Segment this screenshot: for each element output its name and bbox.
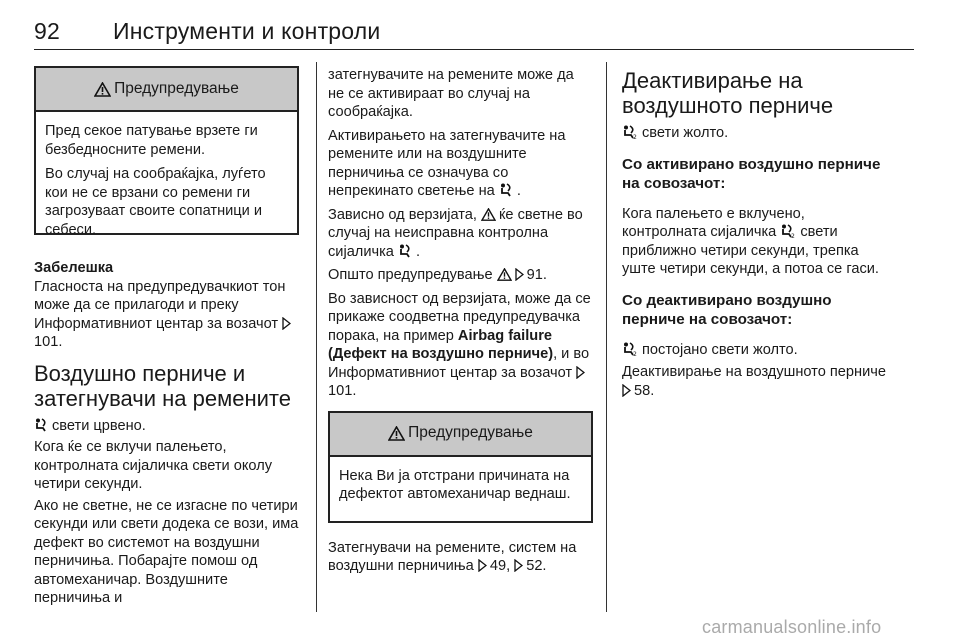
svg-text:2: 2: [633, 134, 637, 139]
section-heading-airbag: Воздушно перниче и затегнувачи на ремените: [34, 360, 291, 411]
warning-box-2: [328, 411, 593, 523]
warning-heading-text: Предупредување: [408, 424, 533, 442]
message-ref: 101.: [328, 383, 357, 399]
column-divider-2: [606, 62, 607, 612]
status-constant-text: постојано свети жолто.: [642, 341, 798, 358]
paragraph-general-warning: [328, 266, 593, 285]
paragraph-activation: Активирањето на затегнувачите на ремените или на воздушните перничиња се означува со непрекинато светење на .: [328, 127, 566, 199]
warning-heading-text: Предупредување: [114, 79, 239, 97]
warning-triangle-icon: [497, 268, 512, 281]
paragraph-deactivation-ref: [622, 363, 890, 400]
paragraph-ignition: Кога ќе се вклучи палењето, контролната сијаличка свети околу четири секунди.: [34, 439, 273, 492]
page-header: [34, 10, 914, 52]
status-red-text: свети црвено.: [52, 417, 146, 434]
deactivation-ref: 58.: [634, 382, 655, 399]
warning-triangle-icon: [388, 426, 405, 441]
column-2: [328, 66, 593, 576]
paragraph-message: [328, 290, 593, 401]
column-1: [34, 66, 299, 608]
status-red-line: [34, 417, 299, 436]
activation-text: Активирањето на затегнувачите на ремените или на воздушните перничиња се означува со непрекинато светење на: [328, 127, 566, 199]
note-title: Забелешка: [34, 260, 114, 276]
svg-text:2: 2: [791, 233, 796, 238]
airbag-off-icon: [780, 224, 796, 238]
warning-text-2: Во случај на сообраќајка, луѓето кои не се врзани со ремени ги загрозуваат своите сопатници и себеси.: [45, 166, 266, 238]
general-warning-text: Општо предупредување: [328, 267, 493, 283]
message-text-b: , и во Информативниот центар за возачот: [328, 346, 590, 381]
paragraph-fault: Ако не светне, не се изгасне по четири секунди или свети додека се вози, има дефект во системот на воздушни перничиња. Побарајте помош од автомеханичар. Воздушните перничиња и: [34, 497, 299, 606]
deactivation-ref-text: Деактивирање на воздушното перниче: [622, 364, 886, 380]
references-ref-1: 49,: [489, 558, 511, 574]
note-text: [34, 278, 299, 352]
column-divider-1: [316, 62, 317, 612]
references-ref-2: 52.: [526, 558, 547, 574]
status-yellow-line: [622, 124, 890, 143]
paragraph-version: Зависно од верзијата, ќе светне во случај на неисправна контролна сијаличка .: [328, 206, 583, 260]
subheading-activated: Со активирано воздушно перниче на совозачот:: [622, 155, 881, 192]
header-divider: [34, 49, 914, 50]
activated-text-a: Кога палењето е вклучено, контролната сијаличка: [622, 205, 805, 240]
note-ref: 101.: [34, 334, 63, 350]
page-ref-icon: [576, 366, 585, 379]
note-block: [34, 259, 299, 352]
subheading-deactivated: Со деактивирано воздушно перниче на совозачот:: [622, 291, 832, 328]
warning-box-heading: [330, 413, 591, 457]
airbag-icon: [499, 183, 513, 197]
warning-box-body: [330, 457, 591, 514]
airbag-icon: [34, 418, 48, 432]
warning-triangle-icon: [94, 82, 111, 97]
airbag-icon: [398, 244, 412, 258]
warning-box-heading: [36, 68, 297, 112]
warning-box-1: [34, 66, 299, 238]
page-ref-icon: [515, 268, 524, 281]
watermark: carmanualsonline.info: [702, 617, 882, 637]
status-constant-line: [622, 341, 890, 360]
warning-text: Нека Ви ја отстрани причината на дефектот автомеханичар веднаш.: [339, 467, 571, 502]
message-example: Airbag failure (Дефект на воздушно перниче): [328, 327, 554, 362]
page-number: 92: [34, 18, 60, 44]
paragraph-continued: затегнувачите на ремените може да не се активираат во случај на сообраќајка.: [328, 67, 574, 120]
warning-text-1: Пред секое патување врзете ги безбедносните ремени.: [45, 123, 258, 158]
version-text-b: ќе светне во случај на неисправна контролна сијаличка: [328, 206, 583, 260]
svg-text:2: 2: [633, 350, 637, 356]
airbag-off-icon: [622, 342, 638, 356]
message-text-a: Во зависност од верзијата, може да се прикаже соодветна предупредувачка порака, на пример: [328, 290, 591, 344]
warning-triangle-icon: [481, 208, 496, 221]
paragraph-references: [328, 539, 593, 576]
page-ref-icon: [478, 559, 487, 572]
page-ref-icon: [282, 317, 291, 330]
page-ref-icon: [514, 559, 523, 572]
note-body: Гласноста на предупредувачкиот тон може да се прилагоди и преку Информативниот центар за возачот: [34, 278, 286, 332]
airbag-off-icon: [622, 125, 638, 139]
status-yellow-text: свети жолто.: [642, 125, 729, 141]
section-heading-deactivation: Деактивирање на воздушното перниче: [622, 68, 834, 118]
page-ref-icon: [622, 384, 631, 397]
version-text-a: Зависно од верзијата,: [328, 206, 477, 223]
paragraph-activated: [622, 205, 890, 279]
column-3: [622, 66, 890, 400]
warning-box-body: [36, 112, 297, 249]
general-warning-ref: 91.: [526, 267, 547, 283]
activated-text-b: свети приближно четири секунди, трепка уште четири секунди, а потоа се гаси.: [622, 224, 879, 277]
page-title: Инструменти и контроли: [113, 18, 381, 44]
references-text: Затегнувачи на ремените, систем на воздушни перничиња: [328, 539, 577, 574]
